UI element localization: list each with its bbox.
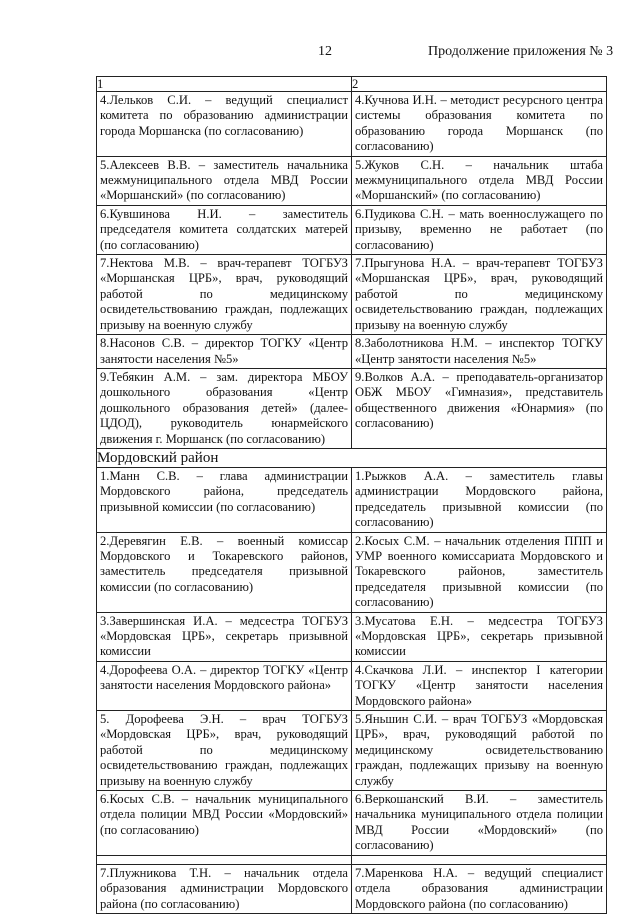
member-row — [97, 335, 607, 369]
reserve-member-cell: 4.Скачкова Л.И. – инспектор I категории ТОГКУ «Центр занятости населения Мордовского района» — [352, 661, 607, 710]
reserve-member-cell: 9.Волков А.А. – преподаватель-организатор ОБЖ МБОУ «Гимназия», представитель общественного движения «Юнармия» (по согласованию) — [352, 368, 607, 448]
member-row — [97, 92, 607, 157]
member-row — [97, 205, 607, 254]
main-member-cell: 5.Алексеев В.В. – заместитель начальника межмуниципального отдела МВД России «Моршанский» (по согласованию) — [97, 156, 352, 205]
spacer-cell — [97, 855, 352, 864]
member-row — [97, 864, 607, 913]
reserve-member-cell: 7.Маренкова Н.А. – ведущий специалист отдела образования администрации Мордовского района (по согласованию) — [352, 864, 607, 913]
main-member-cell: 8.Насонов С.В. – директор ТОГКУ «Центр занятости населения №5» — [97, 335, 352, 369]
column-number-2: 2 — [352, 77, 607, 92]
spacer-cell — [352, 855, 607, 864]
main-member-cell: 4.Дорофеева О.А. – директор ТОГКУ «Центр занятости населения Мордовского района» — [97, 661, 352, 710]
main-member-cell: 4.Лельков С.И. – ведущий специалист комитета по образованию администрации города Моршанска (по согласованию) — [97, 92, 352, 157]
member-row — [97, 661, 607, 710]
column-number-row — [97, 77, 607, 92]
main-member-cell: 5. Дорофеева Э.Н. – врач ТОГБУЗ «Мордовская ЦРБ», врач, руководящий работой по медицинскому освидетельствованию граждан, подлежащих призыву на военную службу — [97, 711, 352, 791]
member-row — [97, 368, 607, 448]
page-number: 12 — [318, 44, 332, 59]
main-member-cell: 1.Манн С.В. – глава администрации Мордовского района, председатель призывной комиссии (по согласованию) — [97, 467, 352, 532]
main-member-cell: 2.Деревягин Е.В. – военный комиссар Мордовского и Токаревского районов, заместитель председателя призывной комиссии (по согласованию) — [97, 532, 352, 612]
reserve-member-cell: 6.Пудикова С.Н. – мать военнослужащего по призыву, временно не работает (по согласованию) — [352, 205, 607, 254]
reserve-member-cell: 6.Веркошанский В.И. – заместитель начальника муниципального отдела полиции МВД России «Мордовский» (по согласованию) — [352, 791, 607, 856]
main-member-cell: 9.Тебякин А.М. – зам. директора МБОУ дошкольного образования «Центр дошкольного образования детей» (далее-ЦДОД), руководитель юнармейского движения г. Моршанск (по согласованию) — [97, 368, 352, 448]
main-member-cell: 3.Завершинская И.А. – медсестра ТОГБУЗ «Мордовская ЦРБ», секретарь призывной комиссии — [97, 612, 352, 661]
appendix-continuation-label: Продолжение приложения № 3 — [428, 44, 614, 59]
member-row — [97, 791, 607, 856]
reserve-member-cell: 1.Рыжков А.А. – заместитель главы администрации Мордовского района, председатель призывной комиссии (по согласованию) — [352, 467, 607, 532]
reserve-member-cell: 5.Яньшин С.И. – врач ТОГБУЗ «Мордовская ЦРБ», врач, руководящий работой по медицинскому освидетельствованию граждан, подлежащих призыву на военную службу — [352, 711, 607, 791]
main-member-cell: 6.Кувшинова Н.И. – заместитель председателя комитета солдатских матерей (по согласованию) — [97, 205, 352, 254]
section-row — [97, 448, 607, 467]
reserve-member-cell: 4.Кучнова И.Н. – методист ресурсного центра системы образования комитета по образованию города Моршанск (по согласованию) — [352, 92, 607, 157]
reserve-member-cell: 3.Мусатова Е.Н. – медсестра ТОГБУЗ «Мордовская ЦРБ», секретарь призывной комиссии — [352, 612, 607, 661]
reserve-member-cell: 8.Заболотникова Н.М. – инспектор ТОГКУ «Центр занятости населения №5» — [352, 335, 607, 369]
member-row — [97, 467, 607, 532]
reserve-member-cell: 7.Прыгунова Н.А. – врач-терапевт ТОГБУЗ «Моршанская ЦРБ», врач, руководящий работой по медицинскому освидетельствованию граждан, подлежащих призыву на военную службу — [352, 255, 607, 335]
member-row — [97, 612, 607, 661]
commission-members-table — [96, 76, 607, 914]
reserve-member-cell: 5.Жуков С.Н. – начальник штаба межмуниципального отдела МВД России «Моршанский» (по согласованию) — [352, 156, 607, 205]
section-title: Мордовский район — [97, 448, 607, 467]
member-row — [97, 532, 607, 612]
main-member-cell: 7.Нектова М.В. – врач-терапевт ТОГБУЗ «Моршанская ЦРБ», врач, руководящий работой по медицинскому освидетельствованию граждан, подлежащих призыву на военную службу — [97, 255, 352, 335]
main-member-cell: 6.Косых С.В. – начальник муниципального отдела полиции МВД России «Мордовский» (по согласованию) — [97, 791, 352, 856]
spacer-row — [97, 855, 607, 864]
member-row — [97, 711, 607, 791]
main-member-cell: 7.Плужникова Т.Н. – начальник отдела образования администрации Мордовского района (по согласованию) — [97, 864, 352, 913]
member-row — [97, 156, 607, 205]
column-number-1: 1 — [97, 77, 352, 92]
reserve-member-cell: 2.Косых С.М. – начальник отделения ППП и УМР военного комиссариата Мордовского и Токаревского районов, заместитель председателя призывной комиссии (по согласованию) — [352, 532, 607, 612]
member-row — [97, 255, 607, 335]
